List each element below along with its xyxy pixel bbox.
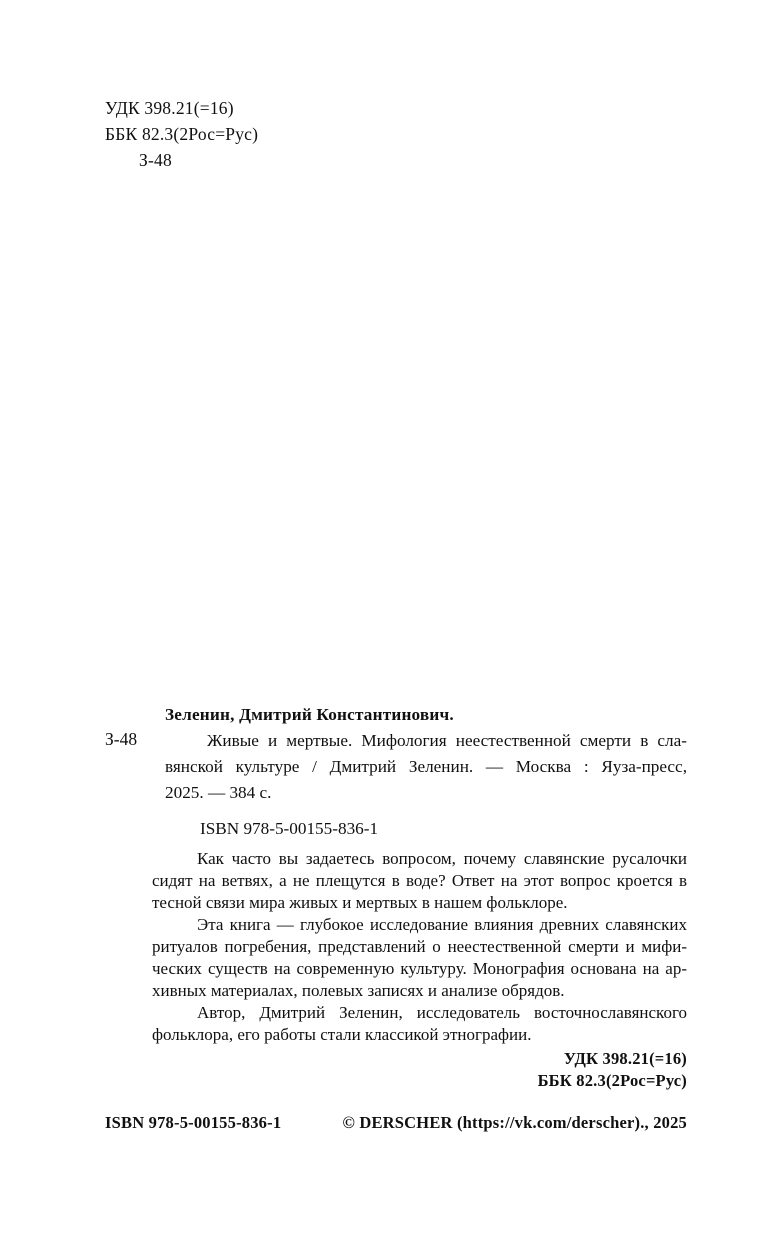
annotation-line: тесной связи мира живых и мертвых в нашем фольклоре. xyxy=(152,893,568,912)
annotation-line: хивных материалах, полевых записях и анализе обрядов. xyxy=(152,981,565,1000)
footer-copyright: © DERSCHER (https://vk.com/derscher)., 2025 xyxy=(342,1113,687,1132)
annotation-paragraph xyxy=(152,914,687,1002)
annotation-line: Как часто вы задаетесь вопросом, почему славянские русалочки xyxy=(197,849,687,868)
author-heading: Зеленин, Дмитрий Константинович. xyxy=(165,705,454,724)
annotation-line: ритуалов погребения, представлений о неестественной смерти и мифи- xyxy=(152,937,687,956)
annotation-paragraph xyxy=(152,1002,687,1046)
udc-line: УДК 398.21(=16) xyxy=(563,1049,687,1068)
annotation-line: фольклора, его работы стали классикой этнографии. xyxy=(152,1025,532,1044)
card-description-line: 2025. — 384 с. xyxy=(165,783,272,802)
annotation-line: Автор, Дмитрий Зеленин, исследователь восточнославянского xyxy=(197,1003,687,1022)
annotation-line: ческих существ на современную культуру. Монография основана на ар- xyxy=(152,959,687,978)
annotation-line: Эта книга — глубокое исследование влияния древних славянских xyxy=(197,915,687,934)
bbk-line: ББК 82.3(2Рос=Рус) xyxy=(537,1071,687,1090)
card-description-line: Живые и мертвые. Мифология неестественной смерти в сла- xyxy=(207,731,687,750)
annotation-line: сидят на ветвях, а не плещутся в воде? Ответ на этот вопрос кроется в xyxy=(152,871,687,890)
author-sign: З-48 xyxy=(105,729,138,749)
footer-line xyxy=(105,1112,687,1134)
bbk-line: ББК 82.3(2Рос=Рус) xyxy=(105,124,259,144)
udc-line: УДК 398.21(=16) xyxy=(105,98,234,118)
annotation-paragraph xyxy=(152,848,687,914)
catalog-card-body xyxy=(152,702,687,1092)
top-classification-block xyxy=(105,95,258,173)
annotation-block xyxy=(152,848,687,1046)
author-sign: З-48 xyxy=(139,150,172,170)
card-description-line: вянской культуре / Дмитрий Зеленин. — Москва : Яуза-пресс, xyxy=(165,757,687,776)
isbn-line: ISBN 978-5-00155-836-1 xyxy=(200,819,379,838)
bottom-classification-block xyxy=(165,1048,687,1092)
catalog-card xyxy=(105,702,687,1092)
footer-isbn: ISBN 978-5-00155-836-1 xyxy=(105,1113,282,1132)
